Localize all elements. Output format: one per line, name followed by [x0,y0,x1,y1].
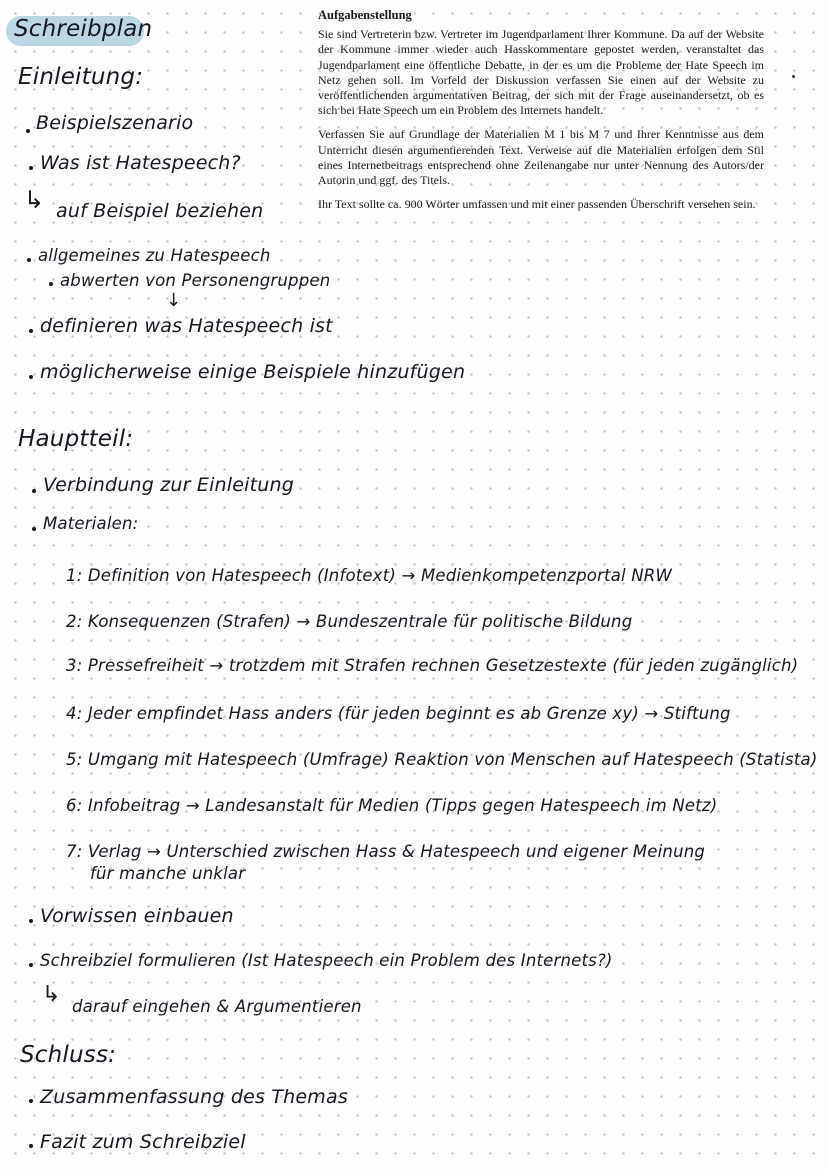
stray-dot [792,75,795,78]
bullet [32,489,36,493]
task-heading: Aufgabenstellung [318,8,412,22]
bullet [26,129,30,133]
bullet [32,527,36,531]
task-paragraph-2: Verfassen Sie auf Grundlage der Materialien M 1 bis M 7 und Ihrer Kenntnisse aus dem Unterricht diesen argumentierenden Text. Verweise auf die Materialien erfolgen dem Stil eines Internetbeitrags entsprechend ohne Zeilenangabe nur unter Nennung des Autors/der Autorin und ggf. des Titels. [318,127,764,188]
einleitung-item-6: definieren was Hatespeech ist [40,315,333,337]
einleitung-heading: Einleitung: [18,64,144,90]
einleitung-item-3: auf Beispiel beziehen [56,200,264,222]
einleitung-item-4: allgemeines zu Hatespeech [38,246,271,265]
bullet [27,258,31,262]
turn-arrow-icon: ↳ [24,186,45,214]
material-4: 4: Jeder empfindet Hass anders (für jeden beginnt es ab Grenze xy) → Stiftung [66,704,731,723]
bullet [29,963,33,967]
turn-arrow-icon: ↳ [42,982,61,1007]
material-6: 6: Infobeitrag → Landesanstalt für Medien (Tipps gegen Hatespeech im Netz) [66,796,718,815]
page-title: Schreibplan [14,16,153,42]
material-2: 2: Konsequenzen (Strafen) → Bundeszentrale für politische Bildung [66,612,633,631]
hauptteil-item-4: Schreibziel formulieren (Ist Hatespeech ein Problem des Internets?) [40,951,613,970]
bullet [29,375,33,379]
hauptteil-item-3: Vorwissen einbauen [40,905,234,927]
down-arrow-icon: ↓ [166,290,182,311]
bullet [29,166,33,170]
material-7: 7: Verlag → Unterschied zwischen Hass & Hatespeech und eigener Meinung [66,842,706,861]
bullet [49,282,53,286]
task-paragraph-3: Ihr Text sollte ca. 900 Wörter umfassen und mit einer passenden Überschrift versehen sein. [318,197,756,212]
einleitung-item-5: abwerten von Personengruppen [60,271,331,290]
material-7-continued: für manche unklar [90,864,246,883]
bullet [29,1144,33,1148]
task-box [318,8,764,221]
material-1: 1: Definition von Hatespeech (Infotext) → Medienkompetenzportal NRW [66,566,672,585]
einleitung-item-2: Was ist Hatespeech? [40,152,241,174]
schluss-item-2: Fazit zum Schreibziel [40,1131,246,1153]
hauptteil-heading: Hauptteil: [18,426,134,452]
hauptteil-item-2: Materialen: [43,514,139,533]
einleitung-item-7: möglicherweise einige Beispiele hinzufügen [40,361,466,383]
bullet [29,329,33,333]
material-5: 5: Umgang mit Hatespeech (Umfrage) Reaktion von Menschen auf Hatespeech (Statista) [66,750,818,769]
task-paragraph-1: Sie sind Vertreterin bzw. Vertreter im Jugendparlament Ihrer Kommune. Da auf der Website der Kommune immer wieder auch Hasskommentare gepostet werden, veranstaltet das Jugendparlament eine öffentliche Debatte, in der es um die Probleme der Hate Speech im Netz gehen soll. Im Vorfeld der Diskussion verfassen Sie einen auf der Website zu veröffentlichenden argumentativen Beitrag, der sich mit der Frage auseinandersetzt, ob es sich bei Hate Speech um ein Problem des Internets handelt. [318,27,764,118]
hauptteil-item-5: darauf eingehen & Argumentieren [72,997,362,1016]
bullet [29,1099,33,1103]
material-3: 3: Pressefreiheit → trotzdem mit Strafen rechnen Gesetzestexte (für jeden zugänglich) [66,656,799,675]
bullet [29,919,33,923]
schluss-heading: Schluss: [20,1042,117,1068]
einleitung-item-1: Beispielszenario [36,112,194,134]
hauptteil-item-1: Verbindung zur Einleitung [43,474,295,496]
schluss-item-1: Zusammenfassung des Themas [40,1086,348,1108]
